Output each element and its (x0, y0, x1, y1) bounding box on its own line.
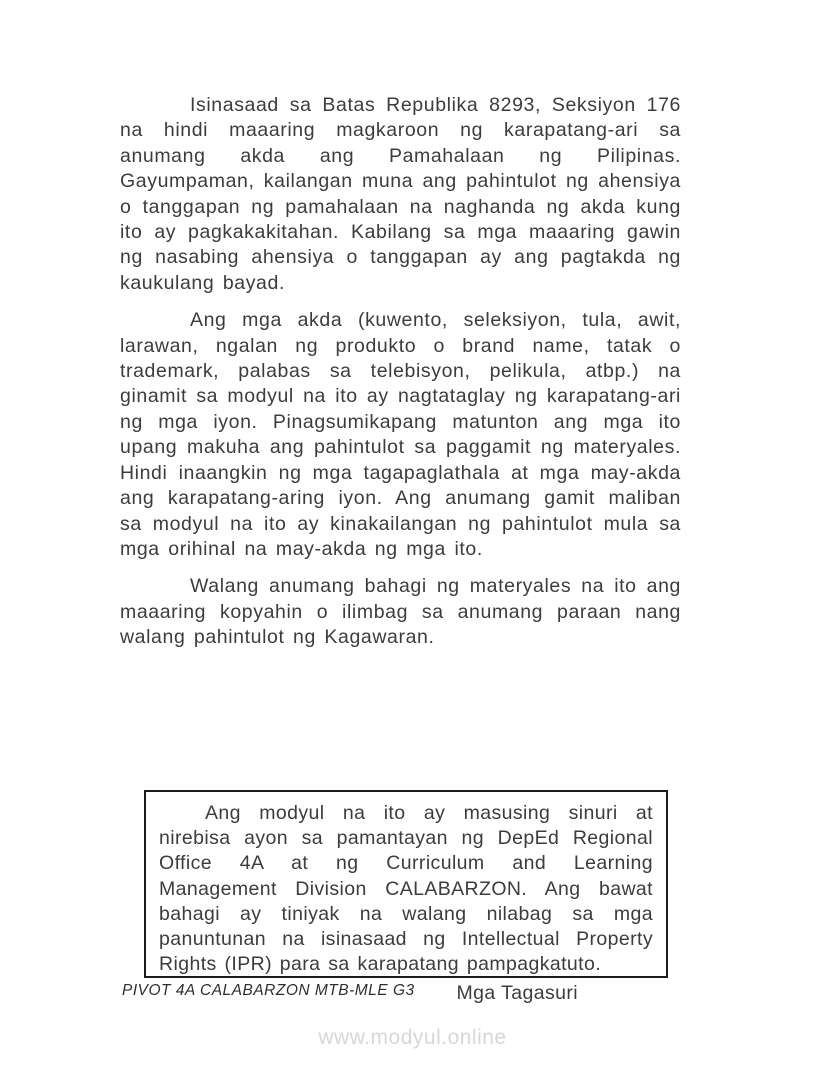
paragraph-walang-bahagi: Walang anumang bahagi ng materyales na ito ang maaaring kopyahin o ilimbag sa anumang paraan nang walang pahintulot ng Kagawaran. (120, 575, 681, 649)
watermark-text: www.modyul.online (318, 1026, 507, 1049)
copyright-text-block (120, 93, 681, 663)
notice-text: Ang modyul na ito ay masusing sinuri at nirebisa ayon sa pamantayan ng DepEd Regional Office 4A at ng Curriculum and Learning Management Division CALABARZON. Ang bawat bahagi ay tiniyak na walang nilabag sa mga panuntunan na isinasaad ng Intellectual Property Rights (IPR) para sa karapatang pampagkatuto. (159, 802, 653, 976)
paragraph-mga-akda: Ang mga akda (kuwento, seleksiyon, tula, awit, larawan, ngalan ng produkto o brand name, tatak o trademark, palabas sa telebisyon, pelikula, atbp.) na ginamit sa modyul na ito ay nagtataglay ng karapatang-ari ng mga iyon. Pinagsumikapang matunton ang mga ito upang makuha ang pahintulot sa paggamit ng materyales. Hindi inaangkin ng mga tagapaglathala at mga may-akda ang karapatang-aring iyon. Ang anumang gamit maliban sa modyul na ito ay kinakailangan ng pahintulot mula sa mga orihinal na may-akda ng mga ito. (120, 309, 681, 560)
notice-signature: Mga Tagasuri (456, 982, 578, 1005)
paragraph-batas-republika: Isinasaad sa Batas Republika 8293, Seksiyon 176 na hindi maaaring magkaroon ng karapatang-ari sa anumang akda ang Pamahalaan ng Pilipinas. Gayumpaman, kailangan muna ang pahintulot ng ahensiya o tanggapan ng pamahalaan na naghanda ng akda kung ito ay pagkakakitahan. Kabilang sa mga maaaring gawin ng nasabing ahensiya o tanggapan ay ang pagtakda ng kaukulang bayad. (120, 94, 681, 294)
footer-module-label: PIVOT 4A CALABARZON MTB-MLE G3 (122, 982, 415, 999)
